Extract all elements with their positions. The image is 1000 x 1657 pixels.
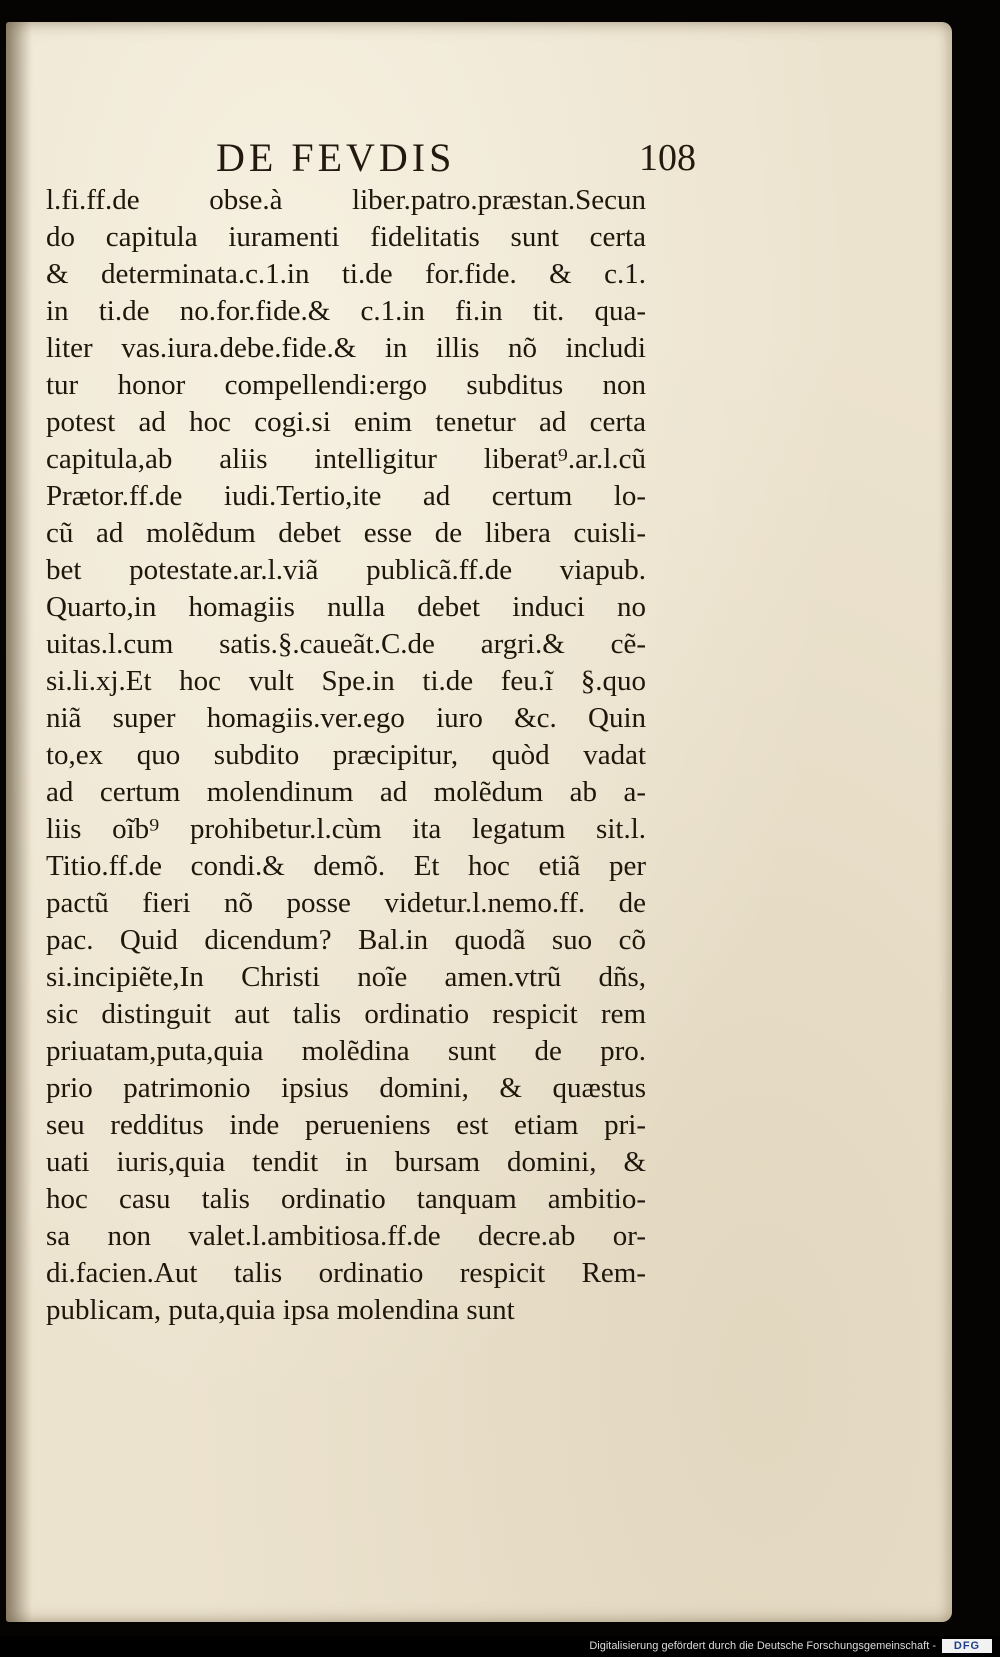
gutter-shadow — [6, 22, 32, 1622]
text-line: Titio.ff.de condi.& demõ. Et hoc etiã per — [46, 850, 646, 882]
text-line: sic distinguit aut talis ordinatio respicit rem — [46, 998, 646, 1030]
text-line: pactũ fieri nõ posse videtur.l.nemo.ff. de — [46, 887, 646, 919]
text-line: do capitula iuramenti fidelitatis sunt certa — [46, 221, 646, 253]
text-line: hoc casu talis ordinatio tanquam ambitio- — [46, 1183, 646, 1215]
text-line: di.facien.Aut talis ordinatio respicit Rem- — [46, 1257, 646, 1289]
page-number: 108 — [639, 137, 696, 179]
text-line: & determinata.c.1.in ti.de for.fide. & c.1. — [46, 258, 646, 290]
body-text — [46, 182, 646, 1329]
text-line: sa non valet.l.ambitiosa.ff.de decre.ab or- — [46, 1220, 646, 1252]
text-line: l.fi.ff.de obse.à liber.patro.præstan.Secun — [46, 184, 646, 216]
funding-credit: Digitalisierung gefördert durch die Deutsche Forschungsgemeinschaft - — [589, 1640, 936, 1652]
text-line: seu redditus inde perueniens est etiam pri- — [46, 1109, 646, 1141]
text-line: Quarto,in homagiis nulla debet induci no — [46, 591, 646, 623]
text-line: bet potestate.ar.l.viã publicã.ff.de viapub. — [46, 554, 646, 586]
text-line: liter vas.iura.debe.fide.& in illis nõ includi — [46, 332, 646, 364]
text-line: si.incipiẽte,In Christi noĩe amen.vtrũ dñs, — [46, 961, 646, 993]
text-line: uati iuris,quia tendit in bursam domini, & — [46, 1146, 646, 1178]
text-line: potest ad hoc cogi.si enim tenetur ad certa — [46, 406, 646, 438]
text-line: tur honor compellendi:ergo subditus non — [46, 369, 646, 401]
text-line: liis oĩb⁹ prohibetur.l.cùm ita legatum sit.l. — [46, 813, 646, 845]
text-line: cũ ad molẽdum debet esse de libera cuisli- — [46, 517, 646, 549]
running-title: DE FEVDIS — [216, 135, 456, 180]
text-line: niã super homagiis.ver.ego iuro &c. Quin — [46, 702, 646, 734]
text-line: to,ex quo subdito præcipitur, quòd vadat — [46, 739, 646, 771]
page-header — [216, 134, 696, 182]
text-line: ad certum molendinum ad molẽdum ab a- — [46, 776, 646, 808]
dfg-logo: DFG — [942, 1639, 992, 1653]
text-line: pac. Quid dicendum? Bal.in quodã suo cõ — [46, 924, 646, 956]
text-line: in ti.de no.for.fide.& c.1.in fi.in tit. qua- — [46, 295, 646, 327]
text-line: Prætor.ff.de iudi.Tertio,ite ad certum lo- — [46, 480, 646, 512]
text-line: priuatam,puta,quia molẽdina sunt de pro. — [46, 1035, 646, 1067]
text-line: uitas.l.cum satis.§.caueãt.C.de argri.& cẽ- — [46, 628, 646, 660]
text-line: si.li.xj.Et hoc vult Spe.in ti.de feu.ĩ §.quo — [46, 665, 646, 697]
text-line: capitula,ab aliis intelligitur liberat⁹.ar.l.cũ — [46, 443, 646, 475]
book-page — [6, 22, 952, 1622]
text-line: publicam, puta,quia ipsa molendina sunt — [46, 1294, 515, 1326]
footer-bar — [0, 1636, 1000, 1657]
text-line: prio patrimonio ipsius domini, & quæstus — [46, 1072, 646, 1104]
